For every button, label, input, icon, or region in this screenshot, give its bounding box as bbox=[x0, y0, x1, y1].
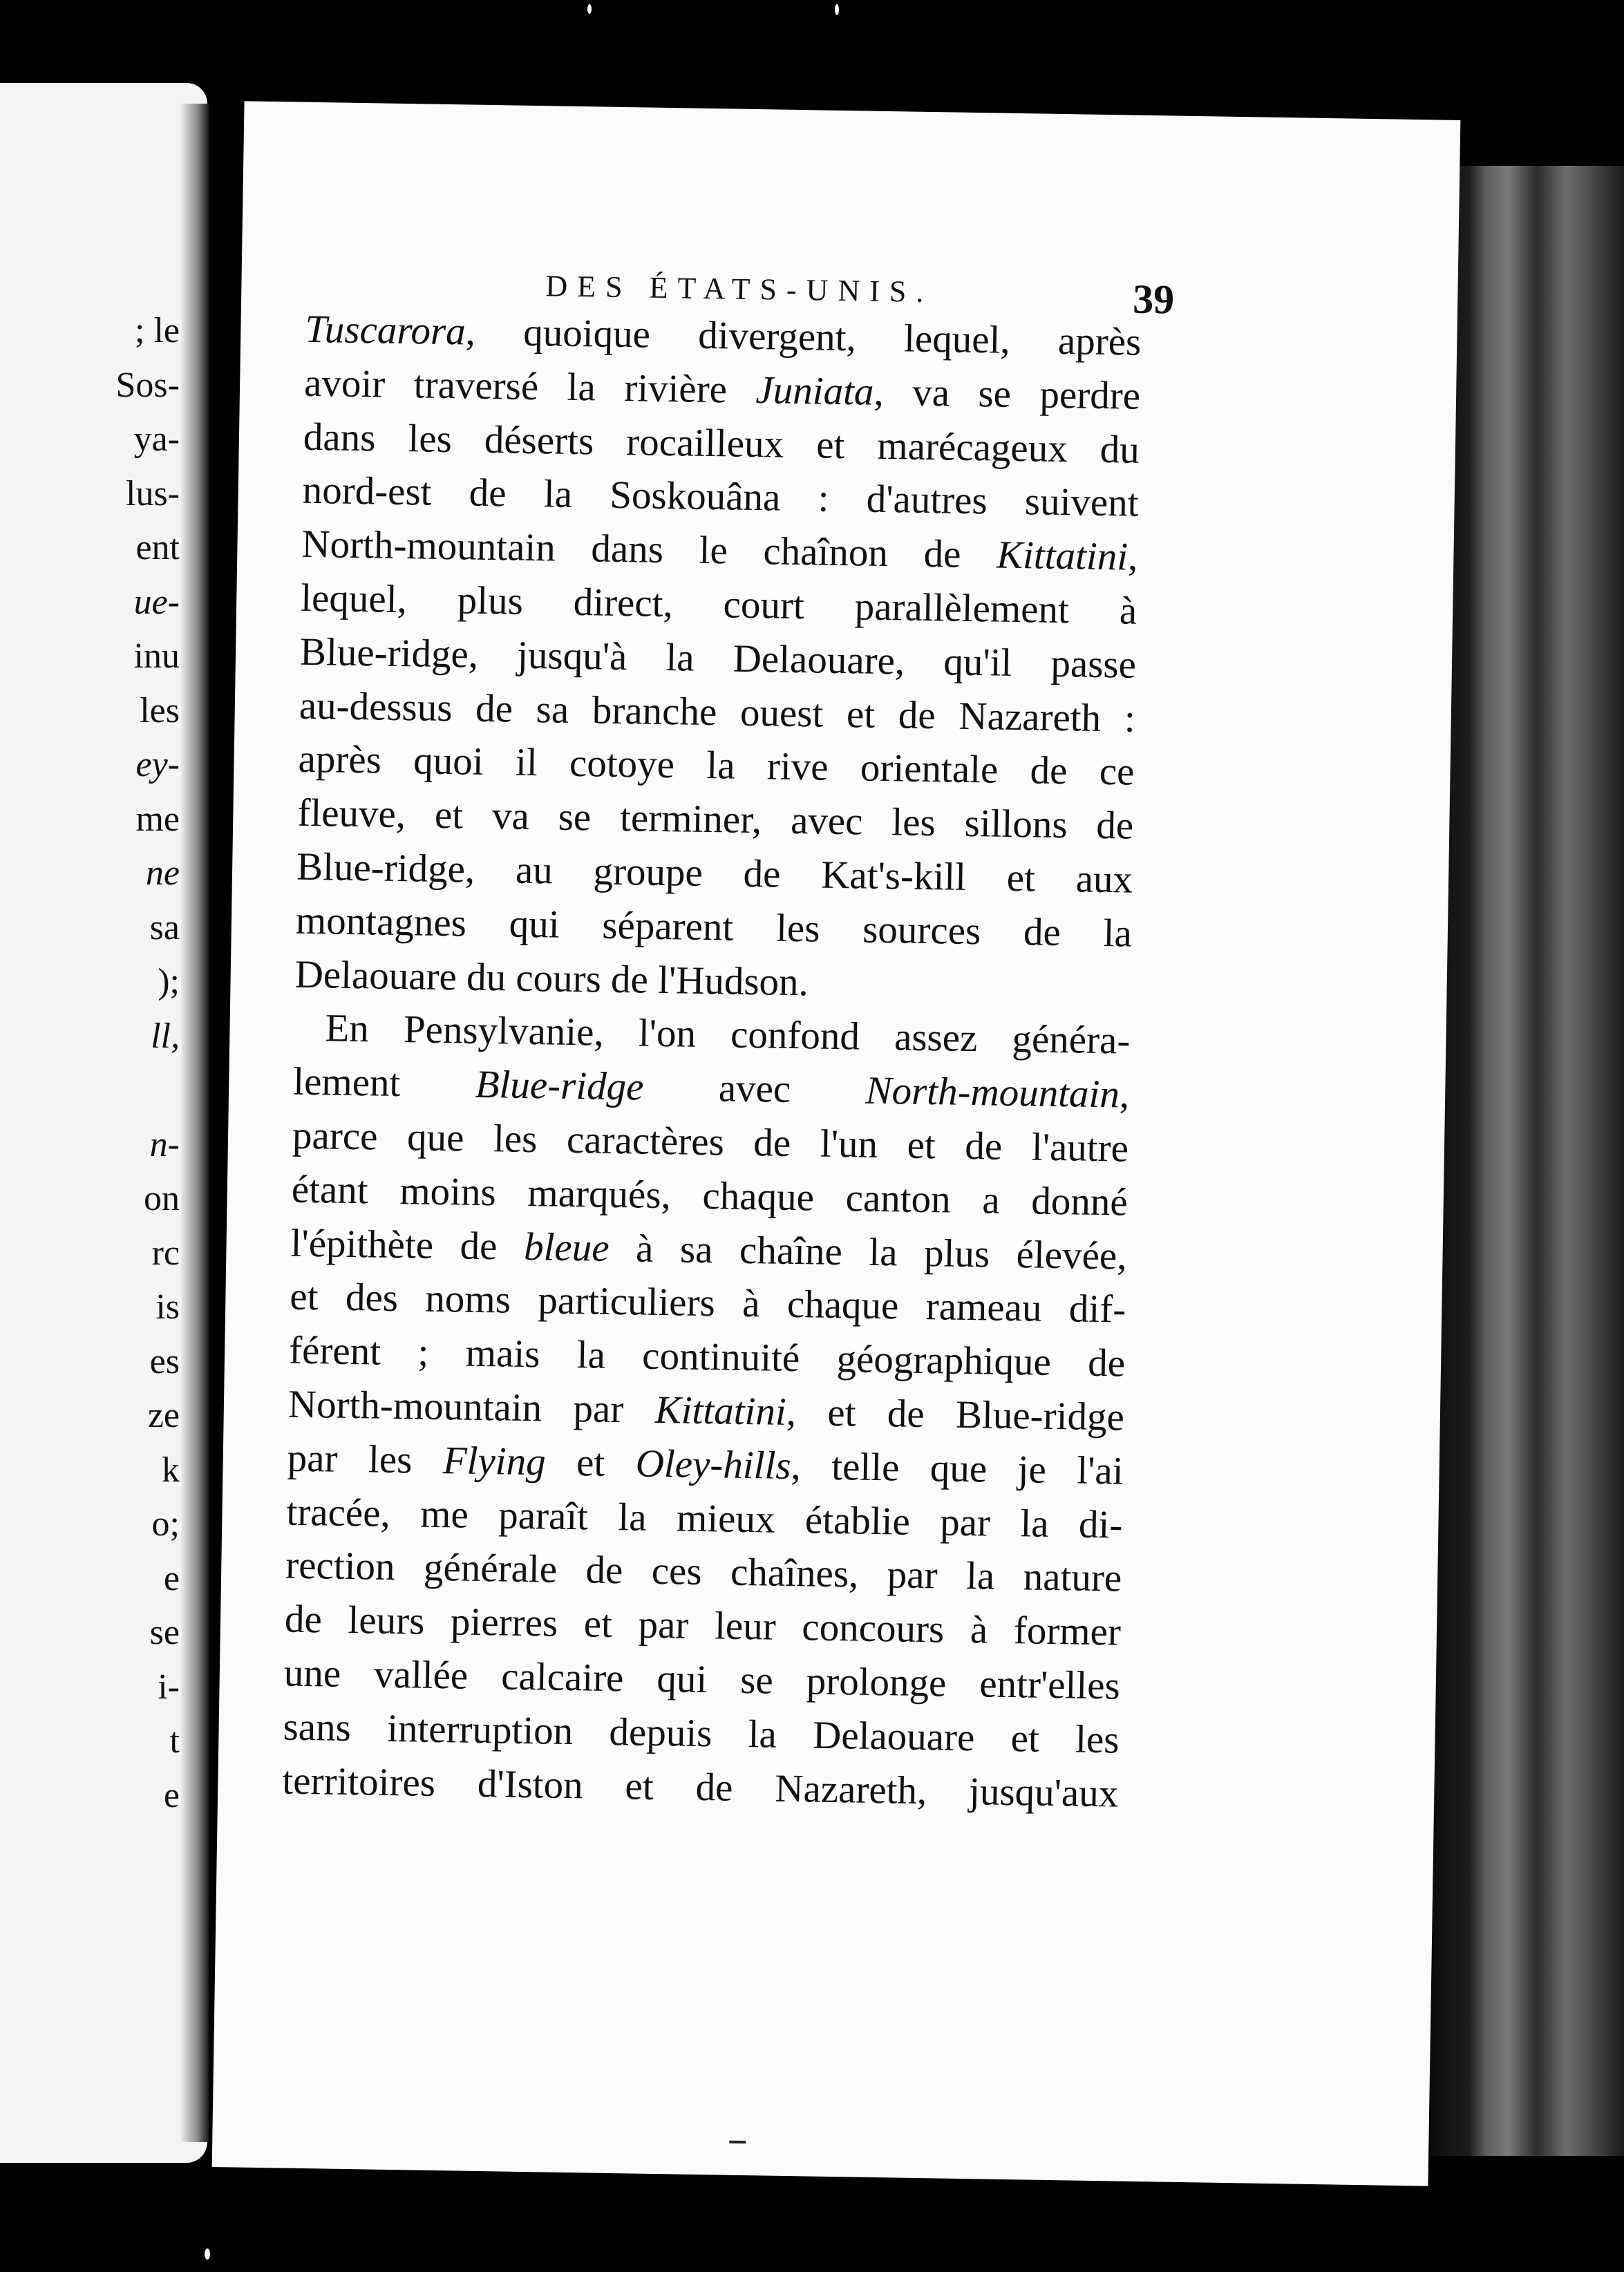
left-line: inu bbox=[133, 636, 180, 676]
left-line: lus- bbox=[126, 473, 180, 513]
left-line: on bbox=[144, 1179, 180, 1218]
text-line: rection générale de ces chaînes, par la nature bbox=[285, 1543, 1122, 1600]
left-line: ll, bbox=[151, 1016, 180, 1056]
left-line: e bbox=[163, 1558, 180, 1598]
text-line: Tuscarora, quoique divergent, lequel, après bbox=[304, 307, 1142, 364]
text-line: lement Blue-ridge avec North-mountain, bbox=[292, 1059, 1130, 1117]
left-line: es bbox=[149, 1341, 180, 1381]
text-line: lequel, plus direct, court parallèlement à bbox=[300, 576, 1137, 633]
left-page-text bbox=[0, 304, 180, 1823]
text-line: tracée, me paraît la mieux établie par la di- bbox=[286, 1490, 1123, 1547]
page-number: 39 bbox=[1132, 276, 1175, 323]
text-line: étant moins marqués, chaque canton a donné bbox=[291, 1167, 1129, 1224]
left-line: se bbox=[149, 1613, 180, 1652]
left-line: ey- bbox=[135, 745, 180, 784]
text-line: sans interruption depuis la Delaouare et les bbox=[283, 1705, 1120, 1762]
text-line: l'épithète de bleue à sa chaîne la plus élevée, bbox=[290, 1221, 1127, 1278]
running-header: DES ÉTATS-UNIS. bbox=[545, 269, 934, 310]
left-line: k bbox=[162, 1450, 180, 1490]
text-line: par les Flying et Oley-hills, telle que je l'ai bbox=[287, 1436, 1124, 1493]
left-line: ze bbox=[147, 1396, 180, 1435]
text-line: férent ; mais la continuité géographique de bbox=[288, 1328, 1126, 1385]
book-gutter bbox=[181, 104, 209, 2142]
left-line: ; le bbox=[135, 311, 180, 350]
book-binding bbox=[1431, 166, 1624, 2156]
scan-speck bbox=[205, 2249, 210, 2260]
left-line: o; bbox=[151, 1504, 180, 1544]
left-line: is bbox=[155, 1287, 180, 1327]
page-body-text bbox=[282, 303, 1142, 1821]
left-line: i- bbox=[158, 1667, 180, 1707]
text-line: Blue-ridge, jusqu'à la Delaouare, qu'il passe bbox=[299, 629, 1137, 687]
left-line: ent bbox=[135, 528, 180, 567]
left-line: Sos- bbox=[115, 365, 180, 405]
text-line: territoires d'Iston et de Nazareth, jusqu'aux bbox=[281, 1759, 1119, 1816]
left-line: ya- bbox=[133, 419, 180, 459]
left-line: ); bbox=[158, 962, 180, 1001]
text-line: North-mountain par Kittatini, et de Blue-ridge bbox=[287, 1382, 1125, 1439]
text-line: fleuve, et va se terminer, avec les sillons de bbox=[296, 791, 1134, 848]
text-line: une vallée calcaire qui se prolonge entr'elles bbox=[283, 1651, 1121, 1708]
text-line: dans les déserts rocailleux et marécageux du bbox=[303, 415, 1140, 472]
scan-speck bbox=[835, 4, 839, 15]
left-line: ne bbox=[145, 853, 180, 893]
printer-mark bbox=[729, 2141, 746, 2143]
text-line: En Pensylvanie, l'on confond assez généra- bbox=[325, 1006, 1131, 1063]
left-line: me bbox=[135, 799, 180, 839]
text-line: après quoi il cotoye la rive orientale de ce bbox=[298, 737, 1135, 795]
text-line: au-dessus de sa branche ouest et de Nazareth : bbox=[299, 683, 1136, 741]
text-line: parce que les caractères de l'un et de l'autre bbox=[292, 1113, 1129, 1171]
left-line: les bbox=[140, 690, 180, 730]
left-line: n- bbox=[149, 1124, 180, 1164]
text-line: nord-est de la Soskouâna : d'autres suivent bbox=[302, 468, 1140, 526]
text-line: et des noms particuliers à chaque rameau dif- bbox=[289, 1274, 1126, 1332]
scan-speck bbox=[587, 4, 592, 14]
left-line: t bbox=[169, 1721, 180, 1761]
left-line: sa bbox=[149, 907, 180, 947]
text-line: avoir traversé la rivière Juniata, va se perdre bbox=[303, 361, 1141, 418]
book-page bbox=[212, 101, 1461, 2186]
text-line: montagnes qui séparent les sources de la bbox=[295, 898, 1133, 956]
text-line: North-mountain dans le chaînon de Kittatini, bbox=[301, 522, 1138, 579]
left-line bbox=[0, 1063, 180, 1118]
left-line: rc bbox=[151, 1233, 180, 1273]
text-line: Blue-ridge, au groupe de Kat's-kill et aux bbox=[296, 844, 1133, 902]
text-line: Delaouare du cours de l'Hudson. bbox=[294, 952, 809, 1004]
left-line: ue- bbox=[133, 582, 180, 622]
left-line: e bbox=[163, 1775, 180, 1815]
text-line: de leurs pierres et par leur concours à former bbox=[284, 1597, 1122, 1654]
